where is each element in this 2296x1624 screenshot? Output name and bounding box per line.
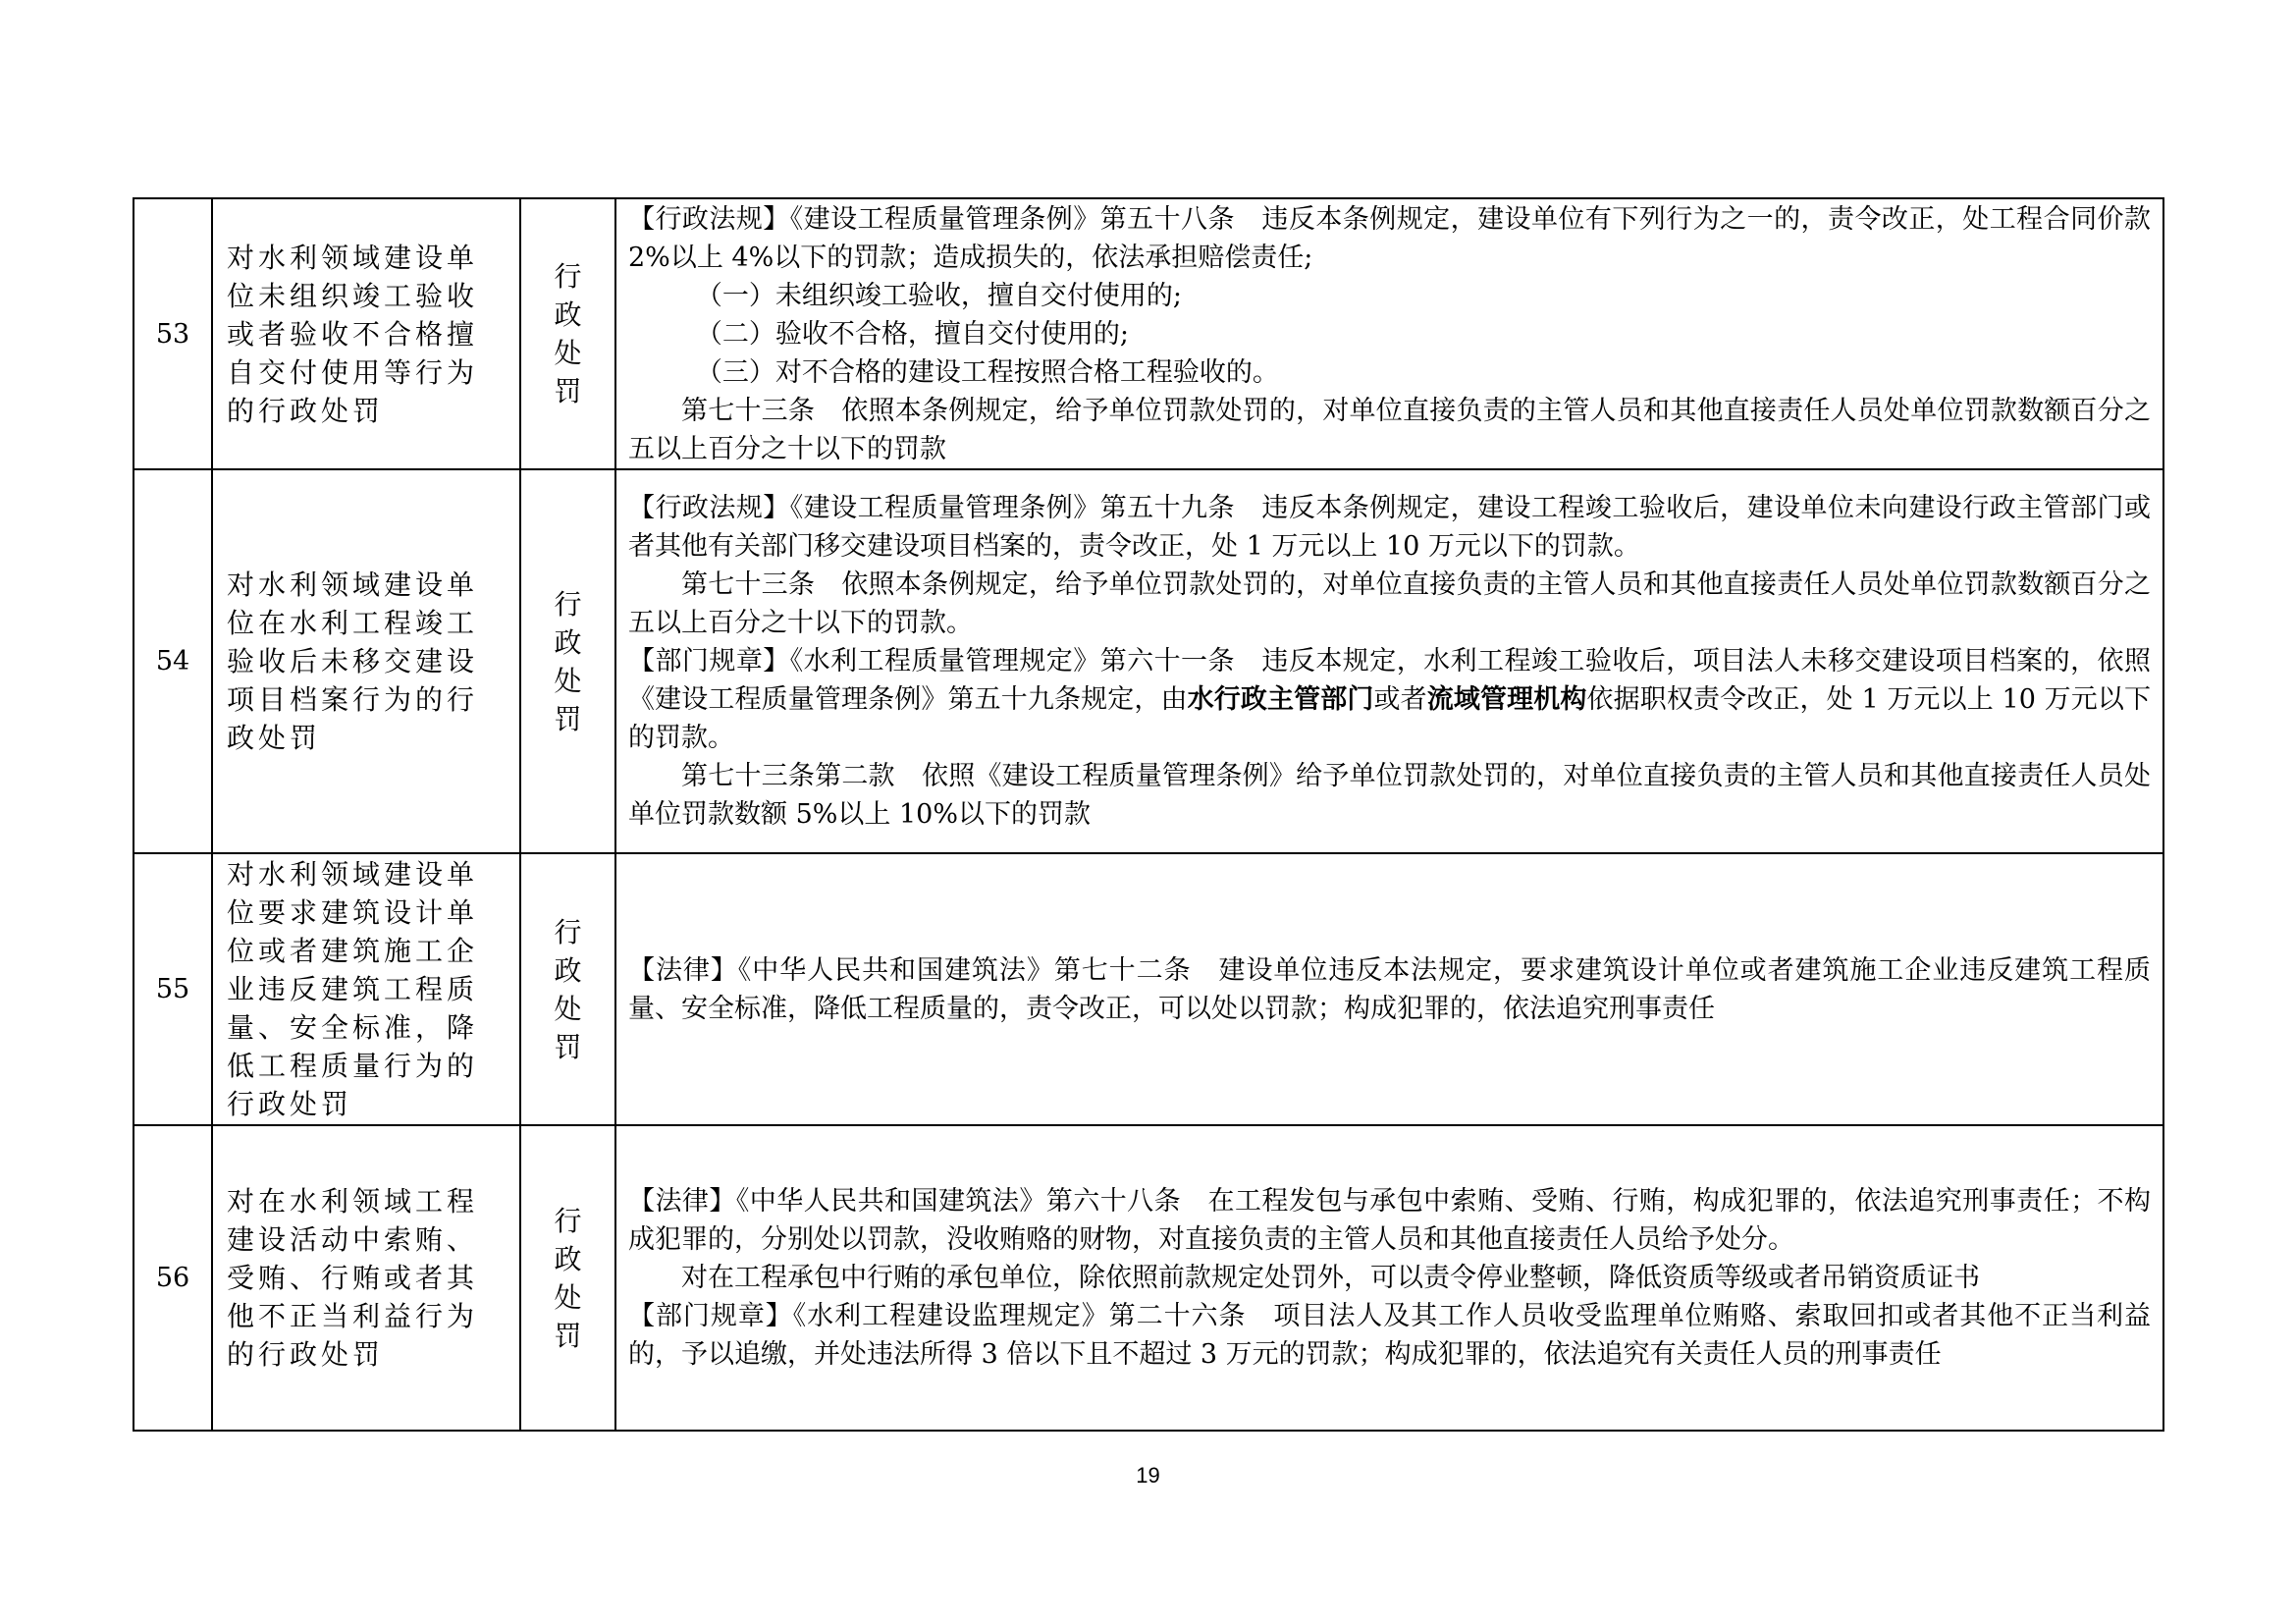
penalty-type-cell	[520, 1125, 615, 1431]
row-number: 53	[133, 198, 212, 469]
basis-paragraph: 【法律】《中华人民共和国建筑法》第六十八条 在工程发包与承包中索贿、受贿、行贿，构成犯罪的，依法追究刑事责任；不构成犯罪的，分别处以罚款，没收贿赂的财物，对直接负责的主管人员和其他直接责任人员给予处分。	[628, 1186, 2151, 1255]
row-number: 54	[133, 469, 212, 853]
bold-authority: 流域管理机构	[1426, 684, 1587, 715]
basis-paragraph: （一）未组织竣工验收，擅自交付使用的;	[695, 280, 1182, 311]
basis-paragraph: 【行政法规】《建设工程质量管理条例》第五十九条 违反本条例规定，建设工程竣工验收后，建设单位未向建设行政主管部门或者其他有关部门移交建设项目档案的，责令改正，处 1 万元以上 10 万元以下的罚款。	[628, 493, 2151, 562]
table-row-54	[133, 469, 2163, 853]
row-number: 56	[133, 1125, 212, 1431]
penalty-type-cell	[520, 853, 615, 1125]
table-row-53	[133, 198, 2163, 469]
basis-paragraph: （二）验收不合格，擅自交付使用的;	[695, 318, 1129, 350]
penalty-type: 行政处罚	[554, 260, 582, 407]
basis-text: 【部门规章】《水利工程质量管理规定》第六十一条 违反本规定，水利工程竣工验收后，项目法人未移交建设项目档案的，依照《建设工程质量管理条例》第五十九条规定，由	[628, 646, 2151, 715]
legal-basis	[615, 198, 2163, 469]
basis-paragraph	[628, 642, 2151, 757]
bold-authority: 水行政主管部门	[1187, 684, 1374, 715]
penalty-type: 行政处罚	[554, 587, 582, 735]
basis-text: 依据职权责令改正，处 1 万元以上 10 万元以下的罚款。	[628, 684, 2151, 753]
row-number: 55	[133, 853, 212, 1125]
basis-paragraph: 第七十三条 依照本条例规定，给予单位罚款处罚的，对单位直接负责的主管人员和其他直接责任人员处单位罚款数额百分之五以上百分之十以下的罚款。	[628, 569, 2151, 638]
penalty-item-name: 对在水利领域工程建设活动中索贿、受贿、行贿或者其他不正当利益行为的行政处罚	[212, 1125, 520, 1431]
basis-paragraph: 第七十三条 依照本条例规定，给予单位罚款处罚的，对单位直接负责的主管人员和其他直接责任人员处单位罚款数额百分之五以上百分之十以下的罚款	[628, 395, 2151, 464]
table-row-56	[133, 1125, 2163, 1431]
penalty-table	[133, 197, 2164, 1432]
basis-paragraph: 【法律】《中华人民共和国建筑法》第七十二条 建设单位违反本法规定，要求建筑设计单位或者建筑施工企业违反建筑工程质量、安全标准，降低工程质量的，责令改正，可以处以罚款；构成犯罪的，依法追究刑事责任	[628, 954, 2151, 1024]
penalty-type-cell	[520, 198, 615, 469]
penalty-type-cell	[520, 469, 615, 853]
table-row-55	[133, 853, 2163, 1125]
legal-basis	[615, 853, 2163, 1125]
basis-paragraph: （三）对不合格的建设工程按照合格工程验收的。	[695, 356, 1279, 388]
basis-text: 或者	[1373, 684, 1427, 715]
basis-paragraph: 【部门规章】《水利工程建设监理规定》第二十六条 项目法人及其工作人员收受监理单位贿赂、索取回扣或者其他不正当利益的，予以追缴，并处违法所得 3 倍以下且不超过 3 万元的罚款；构成犯罪的，依法追究有关责任人员的刑事责任	[628, 1301, 2151, 1370]
penalty-type: 行政处罚	[554, 1204, 582, 1352]
basis-paragraph: 对在工程承包中行贿的承包单位，除依照前款规定处罚外，可以责令停业整顿，降低资质等级或者吊销资质证书	[681, 1263, 1980, 1293]
basis-paragraph: 第七十三条第二款 依照《建设工程质量管理条例》给予单位罚款处罚的，对单位直接负责的主管人员和其他直接责任人员处单位罚款数额 5%以上 10%以下的罚款	[628, 761, 2151, 830]
legal-basis	[615, 469, 2163, 853]
penalty-item-name: 对水利领域建设单位未组织竣工验收或者验收不合格擅自交付使用等行为的行政处罚	[212, 198, 520, 469]
penalty-type: 行政处罚	[554, 915, 582, 1063]
penalty-item-name: 对水利领域建设单位在水利工程竣工验收后未移交建设项目档案行为的行政处罚	[212, 469, 520, 853]
page-number: 19	[1136, 1463, 1160, 1488]
legal-basis	[615, 1125, 2163, 1431]
basis-paragraph: 【行政法规】《建设工程质量管理条例》第五十八条 违反本条例规定，建设单位有下列行为之一的，责令改正，处工程合同价款 2%以上 4%以下的罚款；造成损失的，依法承担赔偿责任;	[628, 203, 2151, 273]
penalty-item-name: 对水利领域建设单位要求建筑设计单位或者建筑施工企业违反建筑工程质量、安全标准，降低工程质量行为的行政处罚	[212, 853, 520, 1125]
